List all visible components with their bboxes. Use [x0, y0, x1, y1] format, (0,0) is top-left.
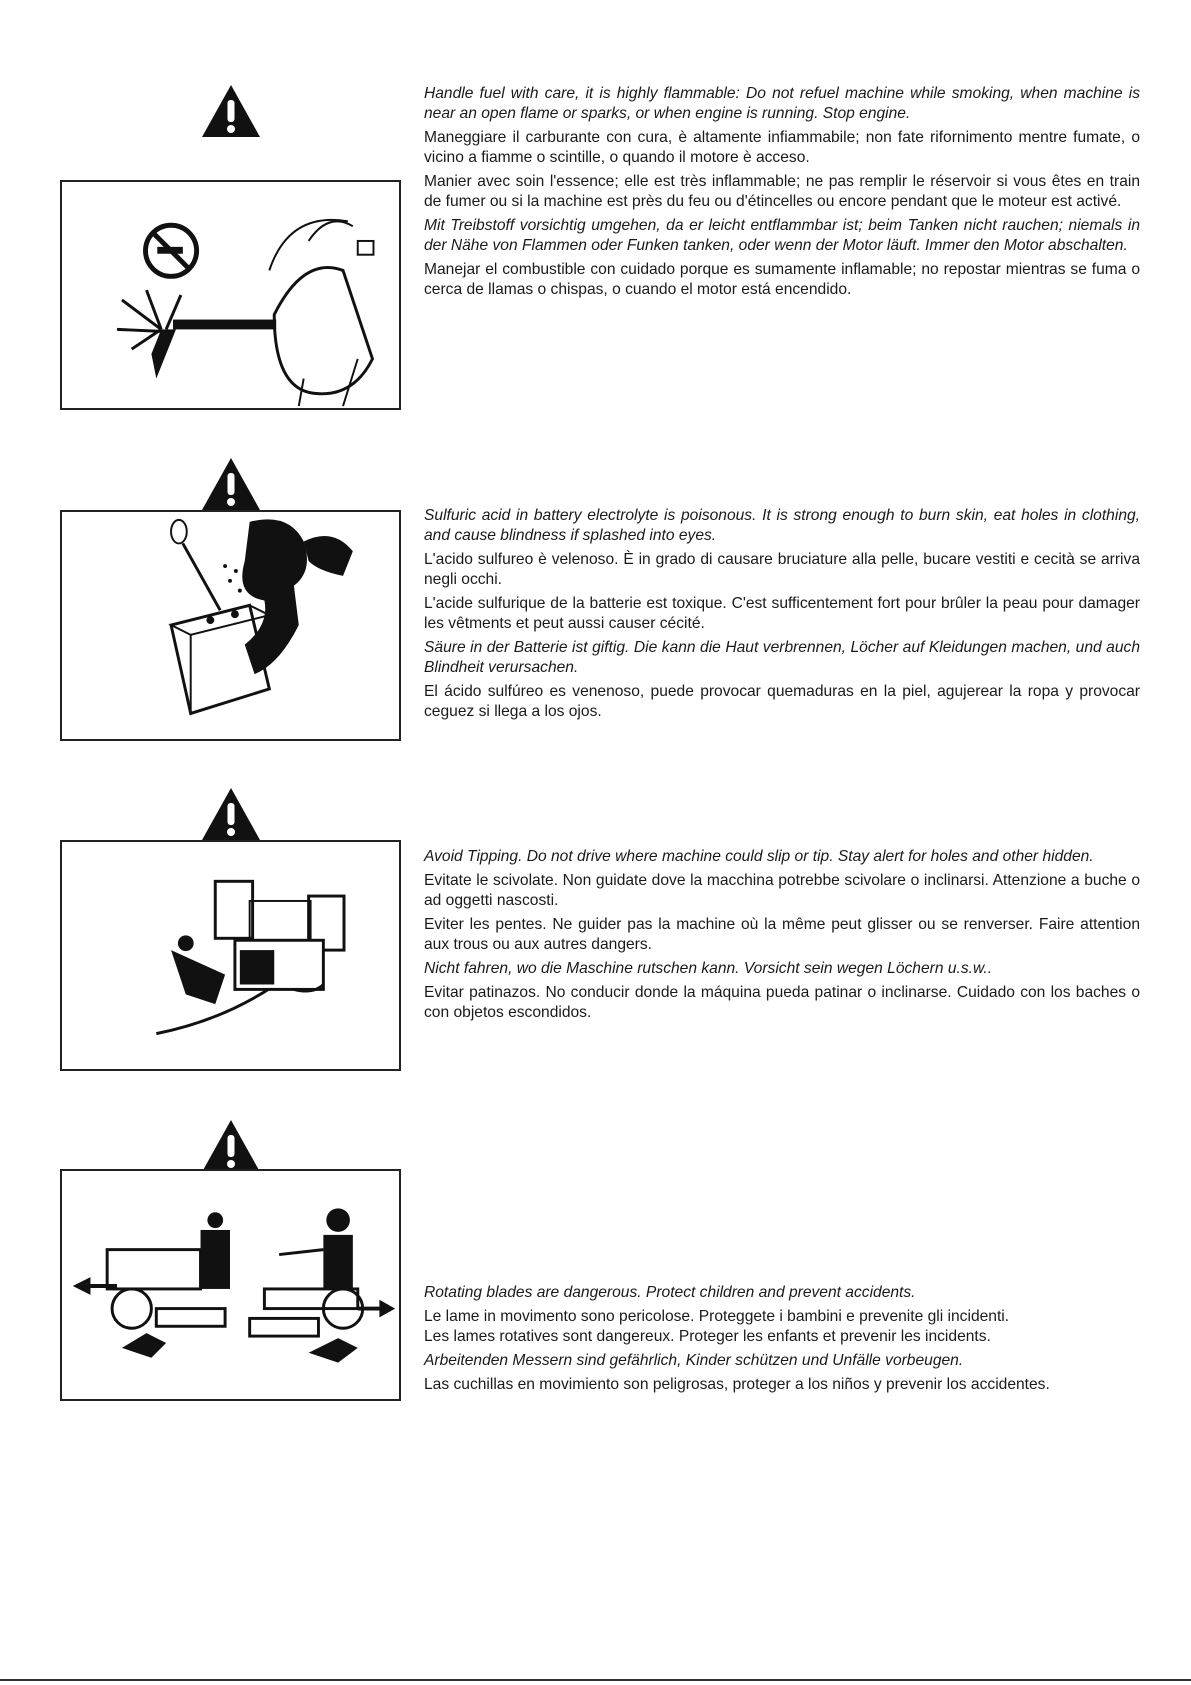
- warning-text-it: Maneggiare il carburante con cura, è altamente infiammabile; non fate rifornimento mentre fumate, o vicino a fiamme o scintille, o quando il motore è acceso.: [424, 129, 1140, 166]
- warning-text-es: Las cuchillas en movimiento son peligrosas, proteger a los niños y prevenir los accidentes.: [424, 1376, 1050, 1393]
- warning-text-it: Le lame in movimento sono pericolose. Proteggete i bambini e prevenite gli incidenti.: [424, 1308, 1010, 1325]
- exclamation-warning-icon: [200, 83, 262, 139]
- exclamation-warning-icon: [200, 1118, 262, 1174]
- warning-text-en: Avoid Tipping. Do not drive where machine could slip or tip. Stay alert for holes and other hidden.: [424, 848, 1094, 865]
- warning-text-de: Säure in der Batterie ist giftig. Die kann die Haut verbrennen, Löcher auf Kleidungen machen, und auch Blindheit verursachen.: [424, 639, 1140, 676]
- rotating-blades-children-illustration: [60, 1169, 401, 1401]
- warning-text-de: Arbeitenden Messern sind gefährlich, Kinder schützen und Unfälle vorbeugen.: [424, 1352, 964, 1369]
- page-bottom-rule: [0, 1679, 1191, 1681]
- warning-text-it: L'acido sulfureo è velenoso. È in grado di causare bruciature alla pelle, bucare vestiti e cecità se arriva negli occhi.: [424, 551, 1140, 588]
- exclamation-warning-icon: [200, 786, 262, 842]
- warning-text-es: Manejar el combustible con cuidado porque es sumamente inflamable; no repostar mientras se fuma o cerca de llamas o chispas, o cuando el motor está encendido.: [424, 261, 1140, 298]
- warning-text-en: Sulfuric acid in battery electrolyte is poisonous. It is strong enough to burn skin, eat holes in clothing, and cause blindness if splashed into eyes.: [424, 507, 1140, 544]
- warning-text-de: Nicht fahren, wo die Maschine rutschen kann. Vorsicht sein wegen Löchern u.s.w..: [424, 960, 993, 977]
- warning-text-es: Evitar patinazos. No conducir donde la máquina pueda patinar o inclinarse. Cuidado con los baches o con objetos escondidos.: [424, 984, 1140, 1021]
- warning-text-fr: L'acide sulfurique de la batterie est toxique. C'est sufficentement fort pour brûler la peau pour damager les vêtments et peut aussi causer cécité.: [424, 595, 1140, 632]
- warning-text-fr: Manier avec soin l'essence; elle est très inflammable; ne pas remplir le réservoir si vous êtes en train de fumer ou si la machine est près du feu ou d'étincelles ou encore pendant que le moteur est activé.: [424, 173, 1140, 210]
- exclamation-warning-icon: [200, 456, 262, 512]
- warning-text-en: Handle fuel with care, it is highly flammable: Do not refuel machine while smoking, when machine is near an open flame or sparks, or when engine is running. Stop engine.: [424, 85, 1140, 122]
- warning-text-fr: Eviter les pentes. Ne guider pas la machine où la même peut glisser ou se renverser. Faire attention aux trous ou aux autres dangers.: [424, 916, 1140, 953]
- warning-text-de: Mit Treibstoff vorsichtig umgehen, da er leicht entflammbar ist; beim Tanken nicht rauchen; niemals in der Nähe von Flammen oder Funken tanken, oder wenn der Motor läuft. Immer den Motor abschalten.: [424, 217, 1140, 254]
- warning-text-en: Rotating blades are dangerous. Protect children and prevent accidents.: [424, 1284, 916, 1301]
- warning-text-es: El ácido sulfúreo es venenoso, puede provocar quemaduras en la piel, agujerear la ropa y provocar ceguez si llega a los ojos.: [424, 683, 1140, 720]
- battery-acid-splash-illustration: [60, 510, 401, 741]
- warning-text-it: Evitate le scivolate. Non guidate dove la macchina potrebbe scivolare o inclinarsi. Attenzione a buche o ad oggetti nascosti.: [424, 872, 1140, 909]
- warning-text-fr: Les lames rotatives sont dangereux. Proteger les enfants et prevenir les incidents.: [424, 1328, 991, 1345]
- tractor-tipping-on-slope-illustration: [60, 840, 401, 1071]
- refueling-no-smoking-illustration: [60, 180, 401, 410]
